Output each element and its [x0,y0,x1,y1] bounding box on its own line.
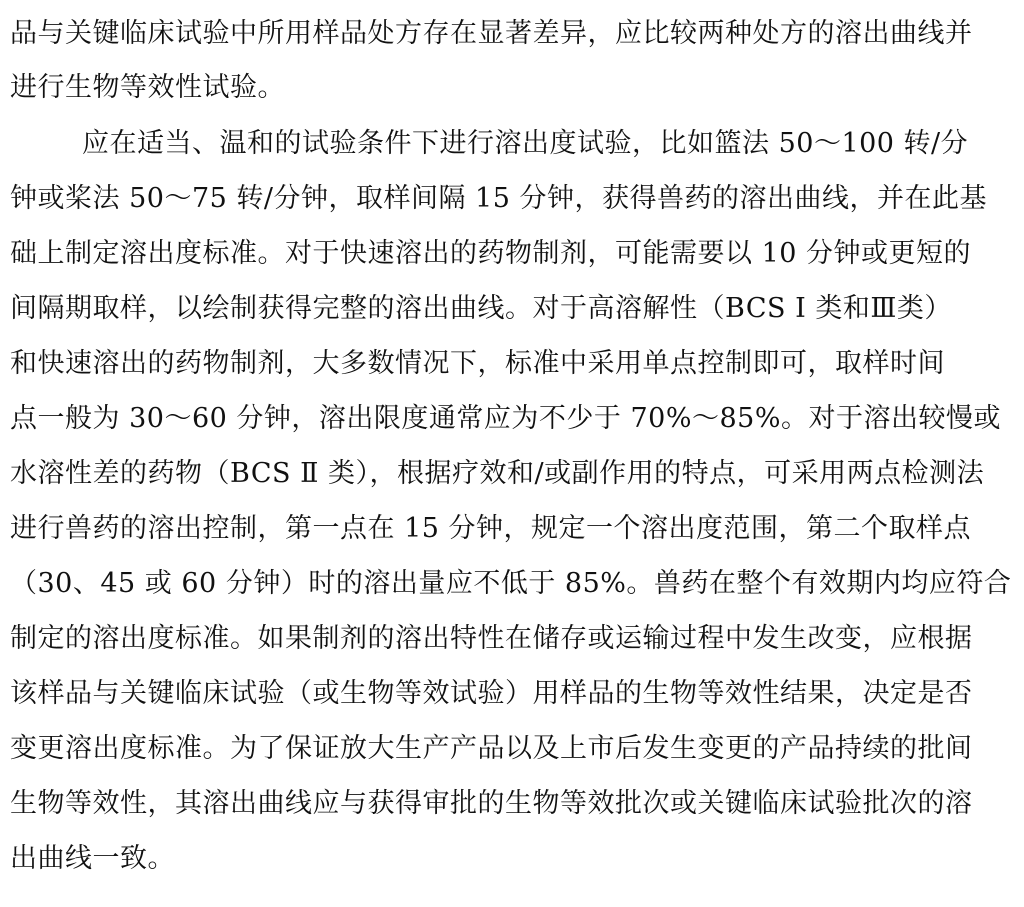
paragraph-line-9: 水溶性差的药物（BCS Ⅱ 类），根据疗效和/或副作用的特点，可采用两点检测法 [10,458,985,489]
paragraph-line-12: 制定的溶出度标准。如果制剂的溶出特性在储存或运输过程中发生改变，应根据 [10,623,973,654]
paragraph-line-3: 应在适当、温和的试验条件下进行溶出度试验，比如篮法 50～100 转/分 [82,128,969,159]
paragraph-line-14: 变更溶出度标准。为了保证放大生产产品以及上市后发生变更的产品持续的批间 [10,733,973,764]
paragraph-line-11: （30、45 或 60 分钟）时的溶出量应不低于 85%。兽药在整个有效期内均应符合 [10,568,1012,599]
paragraph-line-10: 进行兽药的溶出控制，第一点在 15 分钟，规定一个溶出度范围，第二个取样点 [10,513,972,544]
paragraph-line-15: 生物等效性，其溶出曲线应与获得审批的生物等效批次或关键临床试验批次的溶 [10,788,973,819]
paragraph-line-16: 出曲线一致。 [10,843,175,874]
paragraph-line-6: 间隔期取样，以绘制获得完整的溶出曲线。对于高溶解性（BCS Ⅰ 类和Ⅲ类） [10,293,952,324]
paragraph-line-8: 点一般为 30～60 分钟，溶出限度通常应为不少于 70%～85%。对于溶出较慢或 [10,403,1001,434]
paragraph-line-4: 钟或桨法 50～75 转/分钟，取样间隔 15 分钟，获得兽药的溶出曲线，并在此基 [10,183,987,214]
paragraph-line-7: 和快速溶出的药物制剂，大多数情况下，标准中采用单点控制即可，取样时间 [10,348,945,379]
paragraph-line-2: 进行生物等效性试验。 [10,72,285,103]
paragraph-line-13: 该样品与关键临床试验（或生物等效试验）用样品的生物等效性结果，决定是否 [10,678,973,709]
paragraph-line-1: 品与关键临床试验中所用样品处方存在显著差异，应比较两种处方的溶出曲线并 [10,18,973,49]
paragraph-line-5: 础上制定溶出度标准。对于快速溶出的药物制剂，可能需要以 10 分钟或更短的 [10,238,972,269]
